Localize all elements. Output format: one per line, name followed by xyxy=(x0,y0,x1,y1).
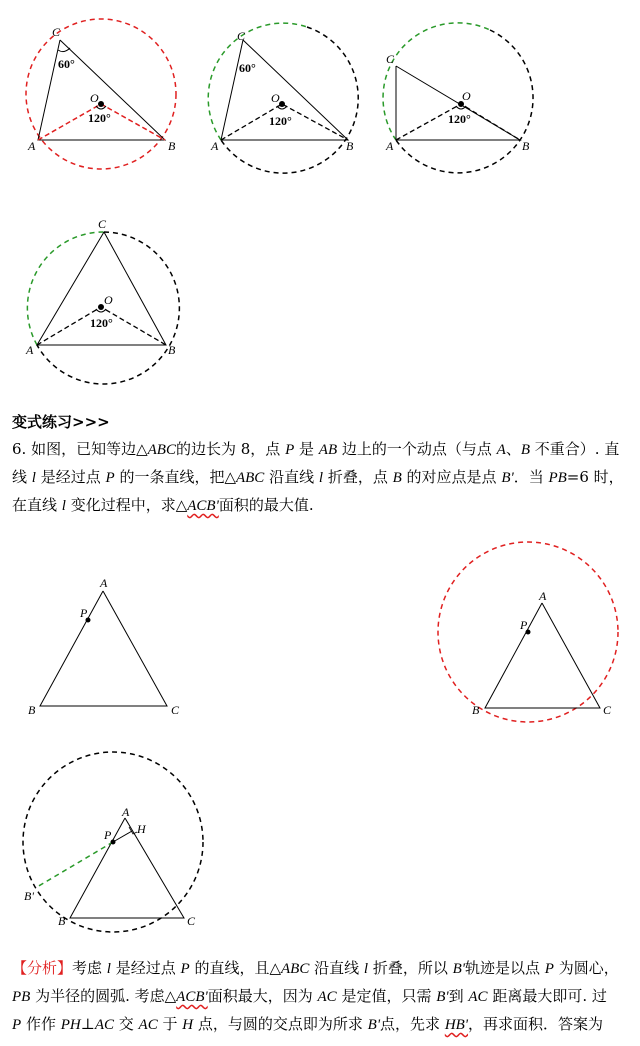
label-P: P xyxy=(520,618,528,632)
analysis-line-1: 【分析】考虑 l 是经过点 P 的直线，且△ABC 沿直线 l 折叠，所以 B'轨迹是以点 P 为圆心， xyxy=(12,959,619,977)
problem-text xyxy=(12,436,632,520)
figure-1 xyxy=(0,0,640,390)
problem-line-2: 线 l 是经过点 P 的一条直线，把△ABC 沿直线 l 折叠，点 B 的对应点是点 B'．当 PB=6 时， xyxy=(12,468,624,486)
label-C: C xyxy=(52,25,61,39)
label-A: A xyxy=(122,805,130,819)
label-P: P xyxy=(104,828,112,842)
label-C: C xyxy=(98,217,107,231)
analysis-line-2: PB 为半径的圆弧. 考虑△ACB'面积最大，因为 AC 是定值，只需 B'到 AC 距离最大即可. 过 xyxy=(12,987,607,1005)
diagram-circle-green-black xyxy=(208,23,358,173)
angle-120: 120° xyxy=(90,316,113,330)
label-O: O xyxy=(462,89,471,103)
angle-60: 60° xyxy=(58,57,75,71)
angle-120: 120° xyxy=(269,114,292,128)
label-O: O xyxy=(271,91,280,105)
triangle-circle-hb xyxy=(23,752,203,932)
label-A: A xyxy=(539,589,547,603)
label-A: A xyxy=(28,139,36,153)
diagram-circle-red xyxy=(26,19,176,169)
label-C: C xyxy=(171,703,180,717)
label-C: C xyxy=(237,29,246,43)
label-B: B xyxy=(28,703,36,717)
label-H: H xyxy=(137,822,146,836)
label-C: C xyxy=(187,914,196,928)
label-P: P xyxy=(80,606,88,620)
angle-60: 60° xyxy=(239,61,256,75)
analysis-line-3: P 作作 PH⊥AC 交 AC 于 H 点，与圆的交点即为所求 B'点，先求 HB'，再求面积．答案为 xyxy=(12,1015,604,1033)
label-B: B xyxy=(522,139,530,153)
analysis-text xyxy=(12,955,632,1039)
label-A: A xyxy=(211,139,219,153)
label-C: C xyxy=(386,52,395,66)
label-B: B xyxy=(472,703,480,717)
section-heading: 变式练习>>> xyxy=(12,413,110,431)
label-B: B xyxy=(346,139,354,153)
angle-120: 120° xyxy=(88,111,111,125)
diagram-right-triangle xyxy=(383,23,533,173)
label-C: C xyxy=(603,703,612,717)
label-A: A xyxy=(100,576,108,590)
label-O: O xyxy=(90,91,99,105)
triangle-circle-red xyxy=(438,542,618,722)
triangle-abc xyxy=(28,576,180,717)
label-O: O xyxy=(104,293,113,307)
problem-line-3: 在直线 l 变化过程中，求△ACB'面积的最大值. xyxy=(12,496,314,514)
label-Bp: B' xyxy=(24,889,34,903)
label-A: A xyxy=(26,343,34,357)
figure-2 xyxy=(0,560,640,940)
diagram-equilateral xyxy=(25,217,179,384)
label-A: A xyxy=(386,139,394,153)
angle-120: 120° xyxy=(448,112,471,126)
label-B: B xyxy=(58,914,66,928)
problem-line-1: 6. 如图，已知等边△ABC的边长为 8，点 P 是 AB 边上的一个动点（与点 A、B 不重合）. 直 xyxy=(12,440,620,458)
label-B: B xyxy=(168,343,176,357)
label-B: B xyxy=(168,139,176,153)
